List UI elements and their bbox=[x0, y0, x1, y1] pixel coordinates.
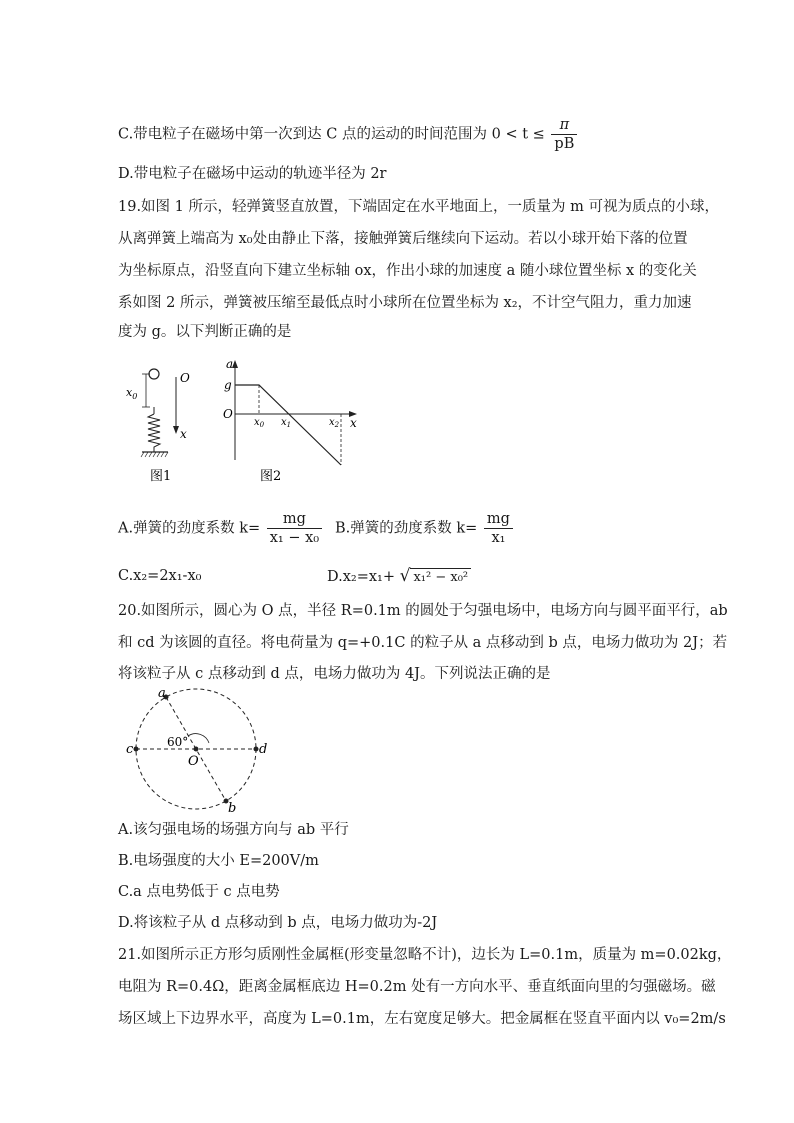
q20-option-a: A.该匀强电场的场强方向与 ab 平行 bbox=[118, 822, 349, 838]
angle-arc bbox=[188, 734, 209, 743]
fig2-x-label: x bbox=[350, 416, 357, 430]
q19-stem-line-5: 度为 g。以下判断正确的是 bbox=[118, 324, 292, 340]
q19-figure-1 bbox=[118, 362, 198, 492]
fig1-x0-label: $x_0$ bbox=[126, 386, 138, 401]
q20-circle-figure bbox=[118, 686, 278, 816]
q18-c-condition: 0 < t ≤ bbox=[491, 126, 545, 143]
fig2-tick-x0: $x_0$ bbox=[254, 417, 265, 429]
fig2-tick-x2: $x_2$ bbox=[329, 417, 340, 429]
label-O: O bbox=[188, 754, 199, 769]
q18-option-c: C.带电粒子在磁场中第一次到达 C 点的运动的时间范围为 0 < t ≤ $\frac{\pi}{pB}$ bbox=[118, 116, 579, 153]
q19-stem-line-1: 19.如图 1 所示，轻弹簧竖直放置，下端固定在水平地面上，一质量为 m 可视为质点的小球， bbox=[118, 199, 719, 215]
label-angle: 60° bbox=[167, 735, 189, 749]
q20-stem-line-1: 20.如图所示，圆心为 O 点，半径 R=0.1m 的圆处于匀强电场中，电场方向与圆平面平行，ab bbox=[118, 603, 728, 619]
q19-figure-2 bbox=[218, 352, 368, 492]
fig2-caption: 图2 bbox=[260, 469, 282, 484]
q20-stem-line-2: 和 cd 为该圆的直径。将电荷量为 q=+0.1C 的粒子从 a 点移动到 b 点，电场力做功为 2J；若 bbox=[118, 635, 728, 651]
q20-option-c: C.a 点电势低于 c 点电势 bbox=[118, 884, 280, 900]
q19-a-fraction: $\frac{mg}{\text{x₁ − x₀}}$ bbox=[267, 510, 322, 547]
q18-option-d: D.带电粒子在磁场中运动的轨迹半径为 2r bbox=[118, 166, 387, 182]
spring-icon bbox=[148, 414, 160, 452]
q19-stem-line-4: 系如图 2 所示，弹簧被压缩至最低点时小球所在位置坐标为 x₂，不计空气阻力，重力加速 bbox=[118, 295, 692, 311]
label-b: b bbox=[228, 801, 237, 816]
fig2-tick-x1: $x_1$ bbox=[281, 417, 292, 429]
q19-option-b: B.弹簧的劲度系数 k= $\frac{mg}{\text{x₁}}$ bbox=[335, 510, 515, 547]
fig2-origin-label: O bbox=[223, 407, 233, 421]
label-a: a bbox=[158, 686, 166, 701]
q19-stem-line-2: 从离弹簧上端高为 x₀处由静止下落，接触弹簧后继续向下运动。若以小球开始下落的位置 bbox=[118, 231, 688, 247]
q19-d-sqrt: √ x₁² − x₀² bbox=[400, 566, 472, 588]
fig2-a-label: a bbox=[226, 357, 234, 371]
label-c: c bbox=[126, 742, 134, 757]
point-d bbox=[254, 747, 259, 752]
q19-option-a: A.弹簧的劲度系数 k= $\frac{mg}{\text{x₁ − x₀}}$ bbox=[118, 510, 324, 547]
ball-icon bbox=[149, 369, 159, 379]
q19-b-fraction: $\frac{mg}{\text{x₁}}$ bbox=[484, 510, 513, 547]
q19-stem-line-3: 为坐标原点，沿竖直向下建立坐标轴 ox，作出小球的加速度 a 随小球位置坐标 x 的变化关 bbox=[118, 263, 697, 279]
fig2-g-label: g bbox=[224, 378, 232, 392]
point-c bbox=[134, 747, 139, 752]
q20-option-b: B.电场强度的大小 E=200V/m bbox=[118, 853, 319, 869]
fig1-x-label: x bbox=[180, 427, 187, 441]
fig1-caption: 图1 bbox=[150, 469, 172, 484]
q21-stem-line-3: 场区域上下边界水平，高度为 L=0.1m，左右宽度足够大。把金属框在竖直平面内以 v₀=2m/s bbox=[118, 1011, 726, 1027]
q19-option-d: D.x₂=x₁+ √ x₁² − x₀² bbox=[327, 566, 471, 588]
q21-stem-line-1: 21.如图所示正方形匀质刚性金属框(形变量忽略不计)，边长为 L=0.1m，质量为 m=0.02kg， bbox=[118, 947, 732, 963]
q19-option-c: C.x₂=2x₁-x₀ bbox=[118, 568, 202, 584]
q20-option-d: D.将该粒子从 d 点移动到 b 点，电场力做功为-2J bbox=[118, 915, 438, 931]
q18-c-fraction: $\frac{\pi}{pB}$ bbox=[551, 116, 577, 153]
point-O bbox=[194, 747, 199, 752]
q21-stem-line-2: 电阻为 R=0.4Ω，距离金属框底边 H=0.2m 处有一方向水平、垂直纸面向里的匀强磁场。磁 bbox=[118, 979, 716, 995]
label-d: d bbox=[259, 742, 268, 757]
fig1-origin-label: O bbox=[180, 371, 190, 385]
q20-stem-line-3: 将该粒子从 c 点移动到 d 点，电场力做功为 4J。下列说法正确的是 bbox=[118, 666, 551, 682]
